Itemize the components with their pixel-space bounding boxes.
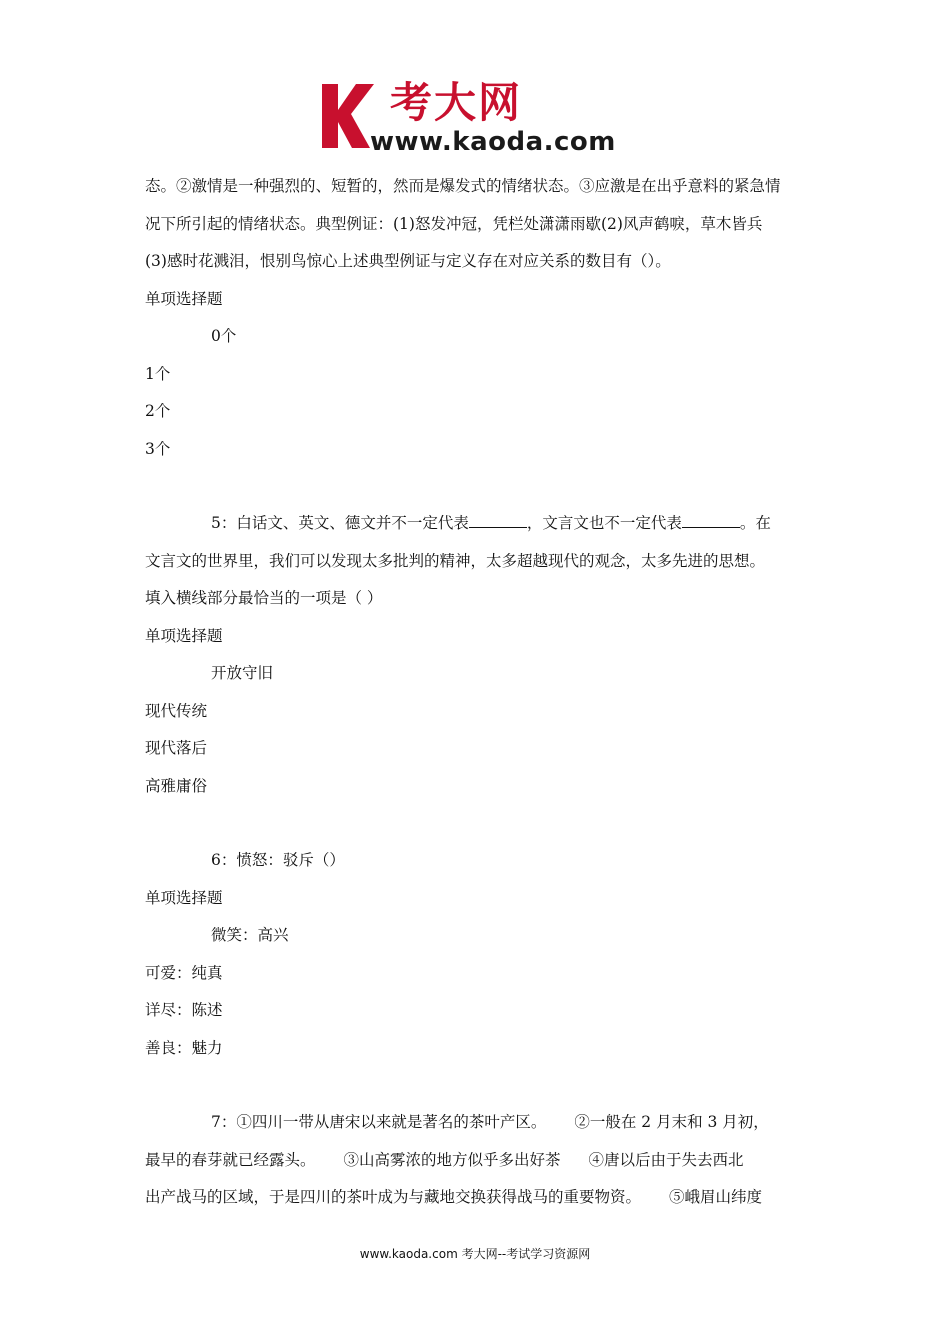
q7-stem-part: ③山高雾浓的地方似乎多出好茶 xyxy=(343,1150,561,1169)
q7-stem-part: 出产战马的区域，于是四川的茶叶成为与藏地交换获得战马的重要物资。 xyxy=(145,1188,642,1206)
q6-option: 详尽：陈述 xyxy=(145,1001,223,1019)
q7-stem-line xyxy=(145,1142,810,1180)
q4-stem-line: 况下所引起的情绪状态。典型例证：(1)怒发冲冠，凭栏处潇潇雨歇(2)风声鹤唳，草木皆兵 xyxy=(145,214,763,233)
q4-stem-line: (3)感时花溅泪，恨别鸟惊心上述典型例证与定义存在对应关系的数目有（）。 xyxy=(145,252,671,270)
q6-option: 微笑：高兴 xyxy=(211,926,289,944)
q5-stem-line: 填入横线部分最恰当的一项是（ ） xyxy=(145,589,383,607)
q5-stem-part: 5：白话文、英文、德文并不一定代表 xyxy=(211,514,469,532)
q5-stem-line xyxy=(145,505,810,543)
fill-blank xyxy=(682,513,740,528)
q7-stem-part: ⑤峨眉山纬度 xyxy=(669,1188,763,1206)
q5-stem-part: 。在 xyxy=(739,514,771,532)
q6-stem: 6：愤怒：驳斥（） xyxy=(211,851,345,869)
q7-stem-part: 最早的春芽就已经露头。 xyxy=(145,1150,316,1169)
q7-stem-part: 7：①四川一带从唐宋以来就是著名的茶叶产区。 xyxy=(211,1113,547,1131)
q4-option: 1个 xyxy=(145,364,171,383)
q7-stem-part: ④唐以后由于失去西北 xyxy=(588,1150,744,1169)
q4-option: 0个 xyxy=(211,327,237,345)
q5-option: 现代传统 xyxy=(145,701,208,720)
q7-stem-part: ②一般在 2 月末和 3 月初， xyxy=(574,1113,769,1131)
q6-option: 善良：魅力 xyxy=(145,1038,223,1057)
q7-stem-line xyxy=(145,1104,810,1142)
q4-type-label: 单项选择题 xyxy=(145,289,223,308)
q6-type-label: 单项选择题 xyxy=(145,888,223,907)
logo-title: 考大网 xyxy=(390,78,523,127)
q7-stem-line xyxy=(145,1179,810,1217)
q4-stem-line: 态。②激情是一种强烈的、短暂的，然而是爆发式的情绪状态。③应激是在出乎意料的紧急情 xyxy=(145,177,781,195)
q5-stem-line: 文言文的世界里，我们可以发现太多批判的精神，太多超越现代的观念，太多先进的思想。 xyxy=(145,551,766,570)
q4-option: 2个 xyxy=(145,402,171,420)
q5-type-label: 单项选择题 xyxy=(145,626,223,645)
q6-option: 可爱：纯真 xyxy=(145,963,223,982)
page-footer: www.kaoda.com 考大网--考试学习资源网 xyxy=(359,1247,591,1261)
logo-url: www.kaoda.com xyxy=(370,127,616,157)
logo-k-mark-icon xyxy=(318,80,376,152)
document-body xyxy=(145,168,810,1217)
q5-stem-part: ，文言文也不一定代表 xyxy=(526,514,682,532)
q5-option: 高雅庸俗 xyxy=(145,776,208,795)
q5-option: 开放守旧 xyxy=(211,664,274,682)
q4-option: 3个 xyxy=(145,439,171,458)
q5-option: 现代落后 xyxy=(145,739,208,757)
fill-blank xyxy=(469,513,527,528)
kaoda-logo xyxy=(318,78,638,158)
